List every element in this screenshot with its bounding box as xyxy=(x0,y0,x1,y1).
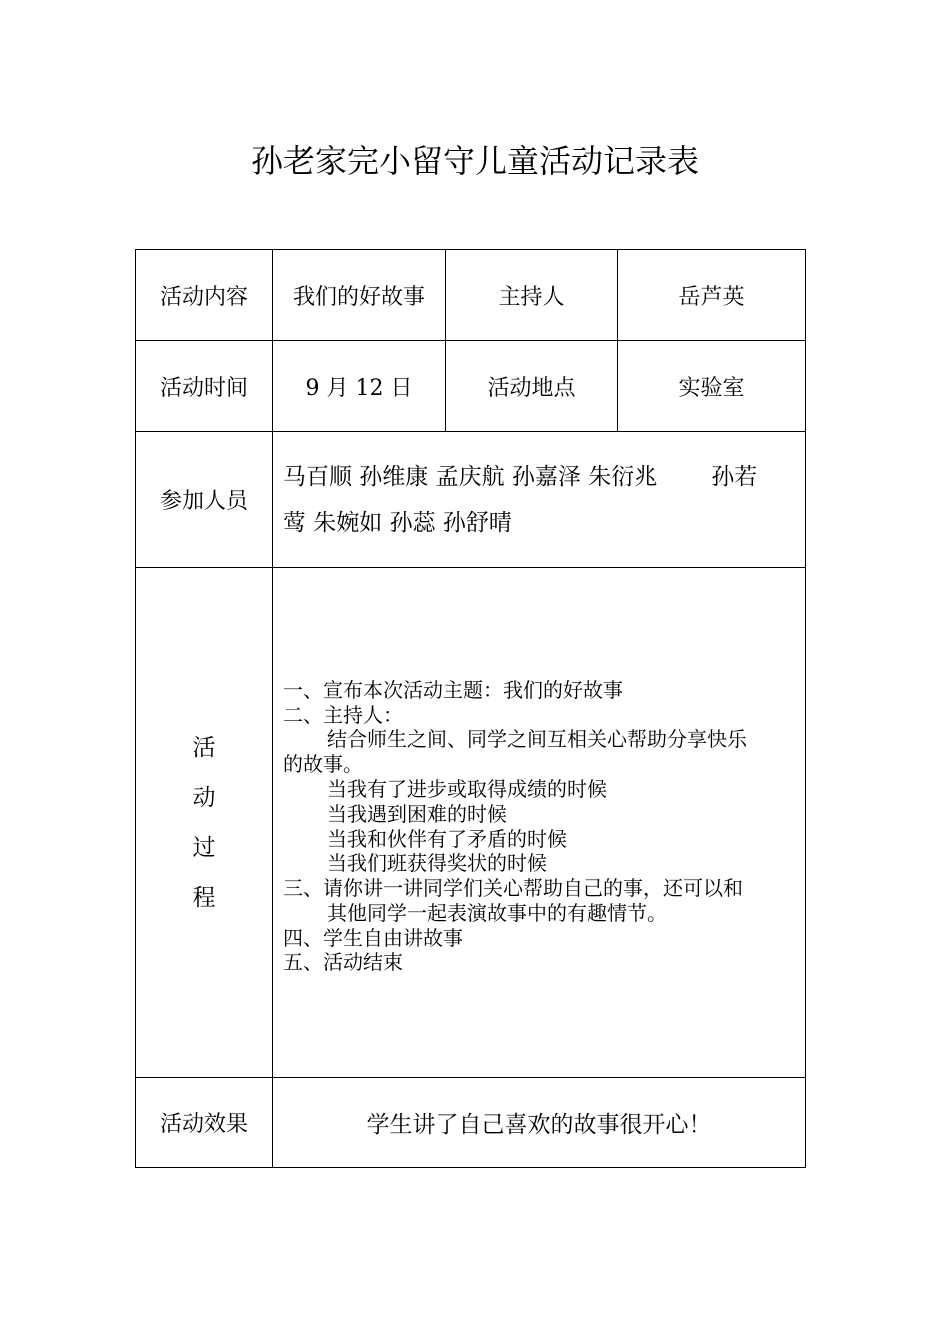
activity-process-content xyxy=(273,568,806,1078)
row-activity-time xyxy=(136,341,806,432)
activity-place-value: 实验室 xyxy=(618,341,806,432)
process-line: 三、请你讲一讲同学们关心帮助自己的事，还可以和 xyxy=(283,876,743,901)
process-line: 当我们班获得奖状的时候 xyxy=(327,851,547,876)
label-activity-place: 活动地点 xyxy=(446,341,618,432)
process-line: 二、主持人： xyxy=(283,702,403,727)
label-activity-process xyxy=(136,568,273,1078)
participants-line1-tail: 孙若 xyxy=(711,463,758,490)
row-activity-process xyxy=(136,568,806,1078)
process-line: 当我遇到困难的时候 xyxy=(327,801,507,826)
process-line: 一、宣布本次活动主题：我们的好故事 xyxy=(283,677,623,702)
participants-value xyxy=(273,432,806,568)
label-activity-time: 活动时间 xyxy=(136,341,273,432)
process-line: 其他同学一起表演故事中的有趣情节。 xyxy=(327,900,667,925)
process-line: 结合师生之间、同学之间互相关心帮助分享快乐 xyxy=(327,727,747,752)
process-label-char: 活 xyxy=(192,734,216,761)
process-line: 五、活动结束 xyxy=(283,950,403,975)
activity-effect-value: 学生讲了自己喜欢的故事很开心！ xyxy=(273,1078,806,1168)
activity-content-value: 我们的好故事 xyxy=(273,250,446,341)
process-line: 的故事。 xyxy=(283,752,363,777)
participants-line2: 莺 朱婉如 孙蕊 孙舒晴 xyxy=(283,509,512,536)
process-line: 当我有了进步或取得成绩的时候 xyxy=(327,776,607,801)
host-value: 岳芦英 xyxy=(618,250,806,341)
label-activity-effect: 活动效果 xyxy=(136,1078,273,1168)
row-activity-content xyxy=(136,250,806,341)
process-label-char: 过 xyxy=(192,834,216,861)
row-activity-effect xyxy=(136,1078,806,1168)
process-label-char: 程 xyxy=(192,884,216,911)
label-host: 主持人 xyxy=(446,250,618,341)
process-label-char: 动 xyxy=(192,784,216,811)
process-line: 当我和伙伴有了矛盾的时候 xyxy=(327,826,567,851)
label-participants: 参加人员 xyxy=(136,432,273,568)
row-participants xyxy=(136,432,806,568)
activity-time-value: 9 月 12 日 xyxy=(273,341,446,432)
activity-record-table xyxy=(135,249,806,1168)
process-line: 四、学生自由讲故事 xyxy=(283,925,463,950)
label-activity-content: 活动内容 xyxy=(136,250,273,341)
page-title: 孙老家完小留守儿童活动记录表 xyxy=(250,142,699,180)
participants-line1: 马百顺 孙维康 孟庆航 孙嘉泽 朱衍兆 xyxy=(283,463,658,490)
